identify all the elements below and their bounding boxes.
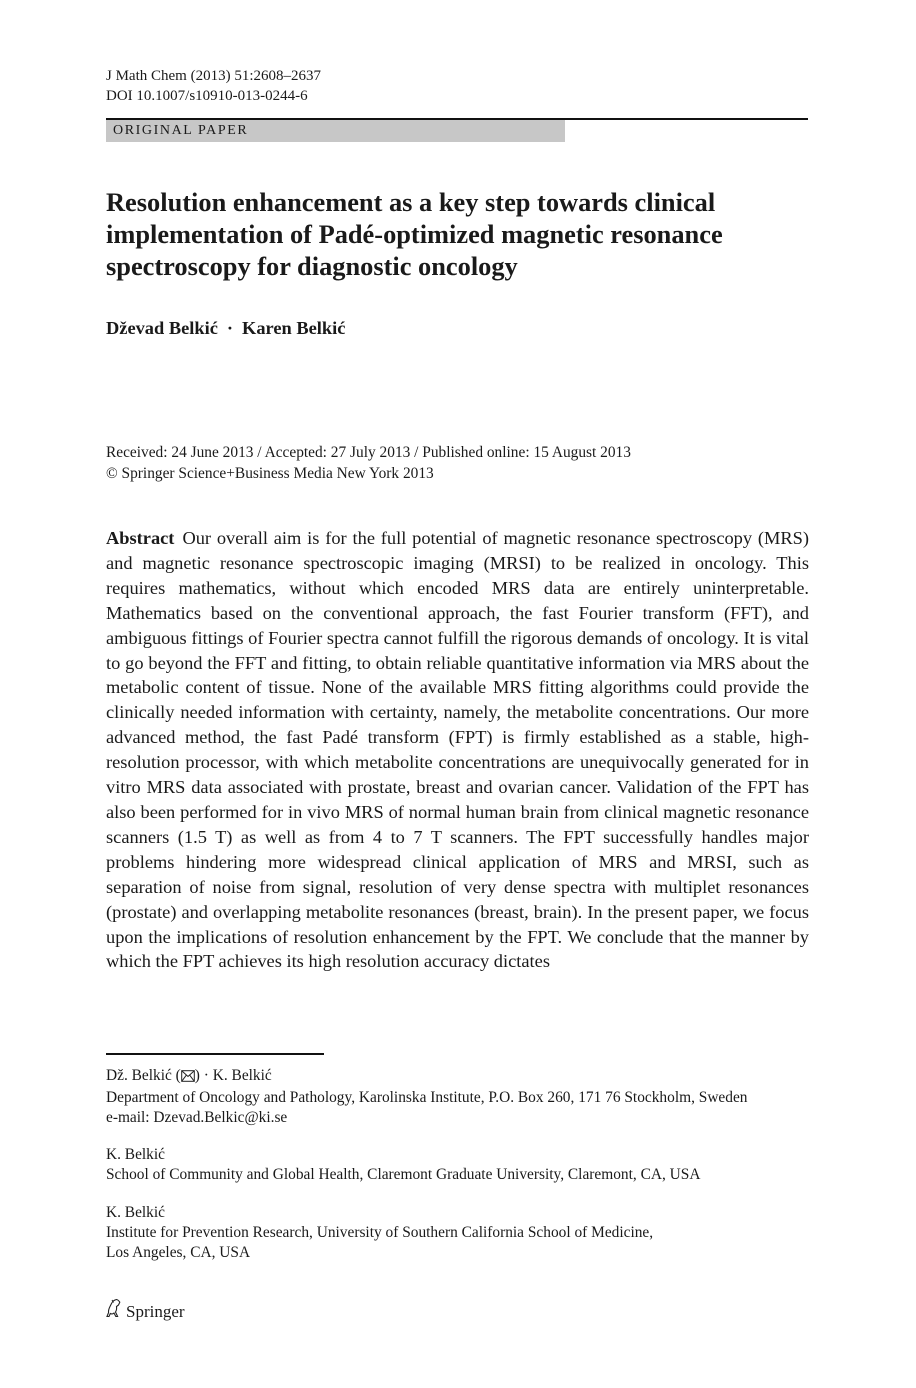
paper-title — [106, 186, 806, 282]
copyright-notice: © Springer Science+Business Media New York 2013 — [106, 465, 434, 482]
affiliation-author: K. Belkić — [106, 1204, 165, 1221]
springer-horse-icon — [104, 1298, 122, 1325]
title-line: spectroscopy for diagnostic oncology — [106, 251, 518, 281]
journal-citation: J Math Chem (2013) 51:2608–2637 — [106, 68, 321, 84]
affiliation-block — [106, 1203, 826, 1263]
affiliation-location: Los Angeles, CA, USA — [106, 1244, 251, 1261]
publication-dates — [106, 442, 816, 484]
affiliation-department: Institute for Prevention Research, University of Southern California School of Medicine, — [106, 1224, 654, 1241]
affiliation-block — [106, 1145, 826, 1185]
author-name: Karen Belkić — [242, 318, 346, 338]
journal-header — [106, 66, 321, 106]
title-line: implementation of Padé-optimized magnetic resonance — [106, 219, 723, 249]
paper-type-banner: ORIGINAL PAPER — [106, 120, 565, 142]
abstract-text: Our overall aim is for the full potential of magnetic resonance spectroscopy (MRS) and magnetic resonance spectroscopic imaging (MRSI) to be realized in oncology. This requires mathematics, without which encoded MRS data are entirely uninterpretable. Mathematics based on the conventional approach, the fast Fourier transform (FFT), and ambiguous fittings of Fourier spectra cannot fulfill the rigorous demands of oncology. It is vital to go beyond the FFT and fitting, to obtain reliable quantitative information via MRS about the metabolic content of tissue. None of the available MRS fitting algorithms could provide the clinically needed information with certainty, namely, the metabolite concentrations. Our more advanced method, the fast Padé transform (FPT) is firmly established as a stable, high-resolution processor, with which metabolite concentrations are unequivocally generated for in vitro MRS data associated with prostate, breast and ovarian cancer. Validation of the FPT has also been performed for in vivo MRS of normal human brain from clinical magnetic resonance scanners (1.5 T) as well as from 4 to 7 T scanners. The FPT successfully handles major problems hindering more widespread clinical application of MRS and MRSI, such as separation of noise from signal, resolution of very dense spectra with multiplet resonances (prostate) and overlapping metabolite resonances (breast, brain). In the present paper, we focus upon the implications of resolution enhancement by the FPT. We conclude that the manner by which the FPT achieves its high resolution accuracy dictates — [106, 528, 809, 972]
correspondence-authors: Dž. Belkić ( ) · K. Belkić — [106, 1066, 826, 1088]
affiliation-department: School of Community and Global Health, Claremont Graduate University, Claremont, CA, USA — [106, 1166, 701, 1183]
affiliation-department: Department of Oncology and Pathology, Karolinska Institute, P.O. Box 260, 171 76 Stockholm, Sweden — [106, 1089, 748, 1106]
envelope-icon — [181, 1068, 195, 1088]
affiliation-author: K. Belkić — [106, 1146, 165, 1163]
email-address[interactable]: e-mail: Dzevad.Belkic@ki.se — [106, 1109, 288, 1126]
abstract — [106, 526, 809, 974]
author-separator: · — [226, 318, 234, 338]
affiliation-block — [106, 1066, 826, 1128]
author-list — [106, 316, 345, 340]
title-line: Resolution enhancement as a key step towards clinical — [106, 187, 716, 217]
received-accepted-published: Received: 24 June 2013 / Accepted: 27 July 2013 / Published online: 15 August 2013 — [106, 444, 631, 461]
publisher-footer — [104, 1298, 185, 1325]
publisher-name: Springer — [126, 1301, 185, 1321]
doi: DOI 10.1007/s10910-013-0244-6 — [106, 88, 308, 104]
abstract-label: Abstract — [106, 528, 175, 548]
footnote-rule — [106, 1053, 324, 1055]
author-name: Dževad Belkić — [106, 318, 218, 338]
